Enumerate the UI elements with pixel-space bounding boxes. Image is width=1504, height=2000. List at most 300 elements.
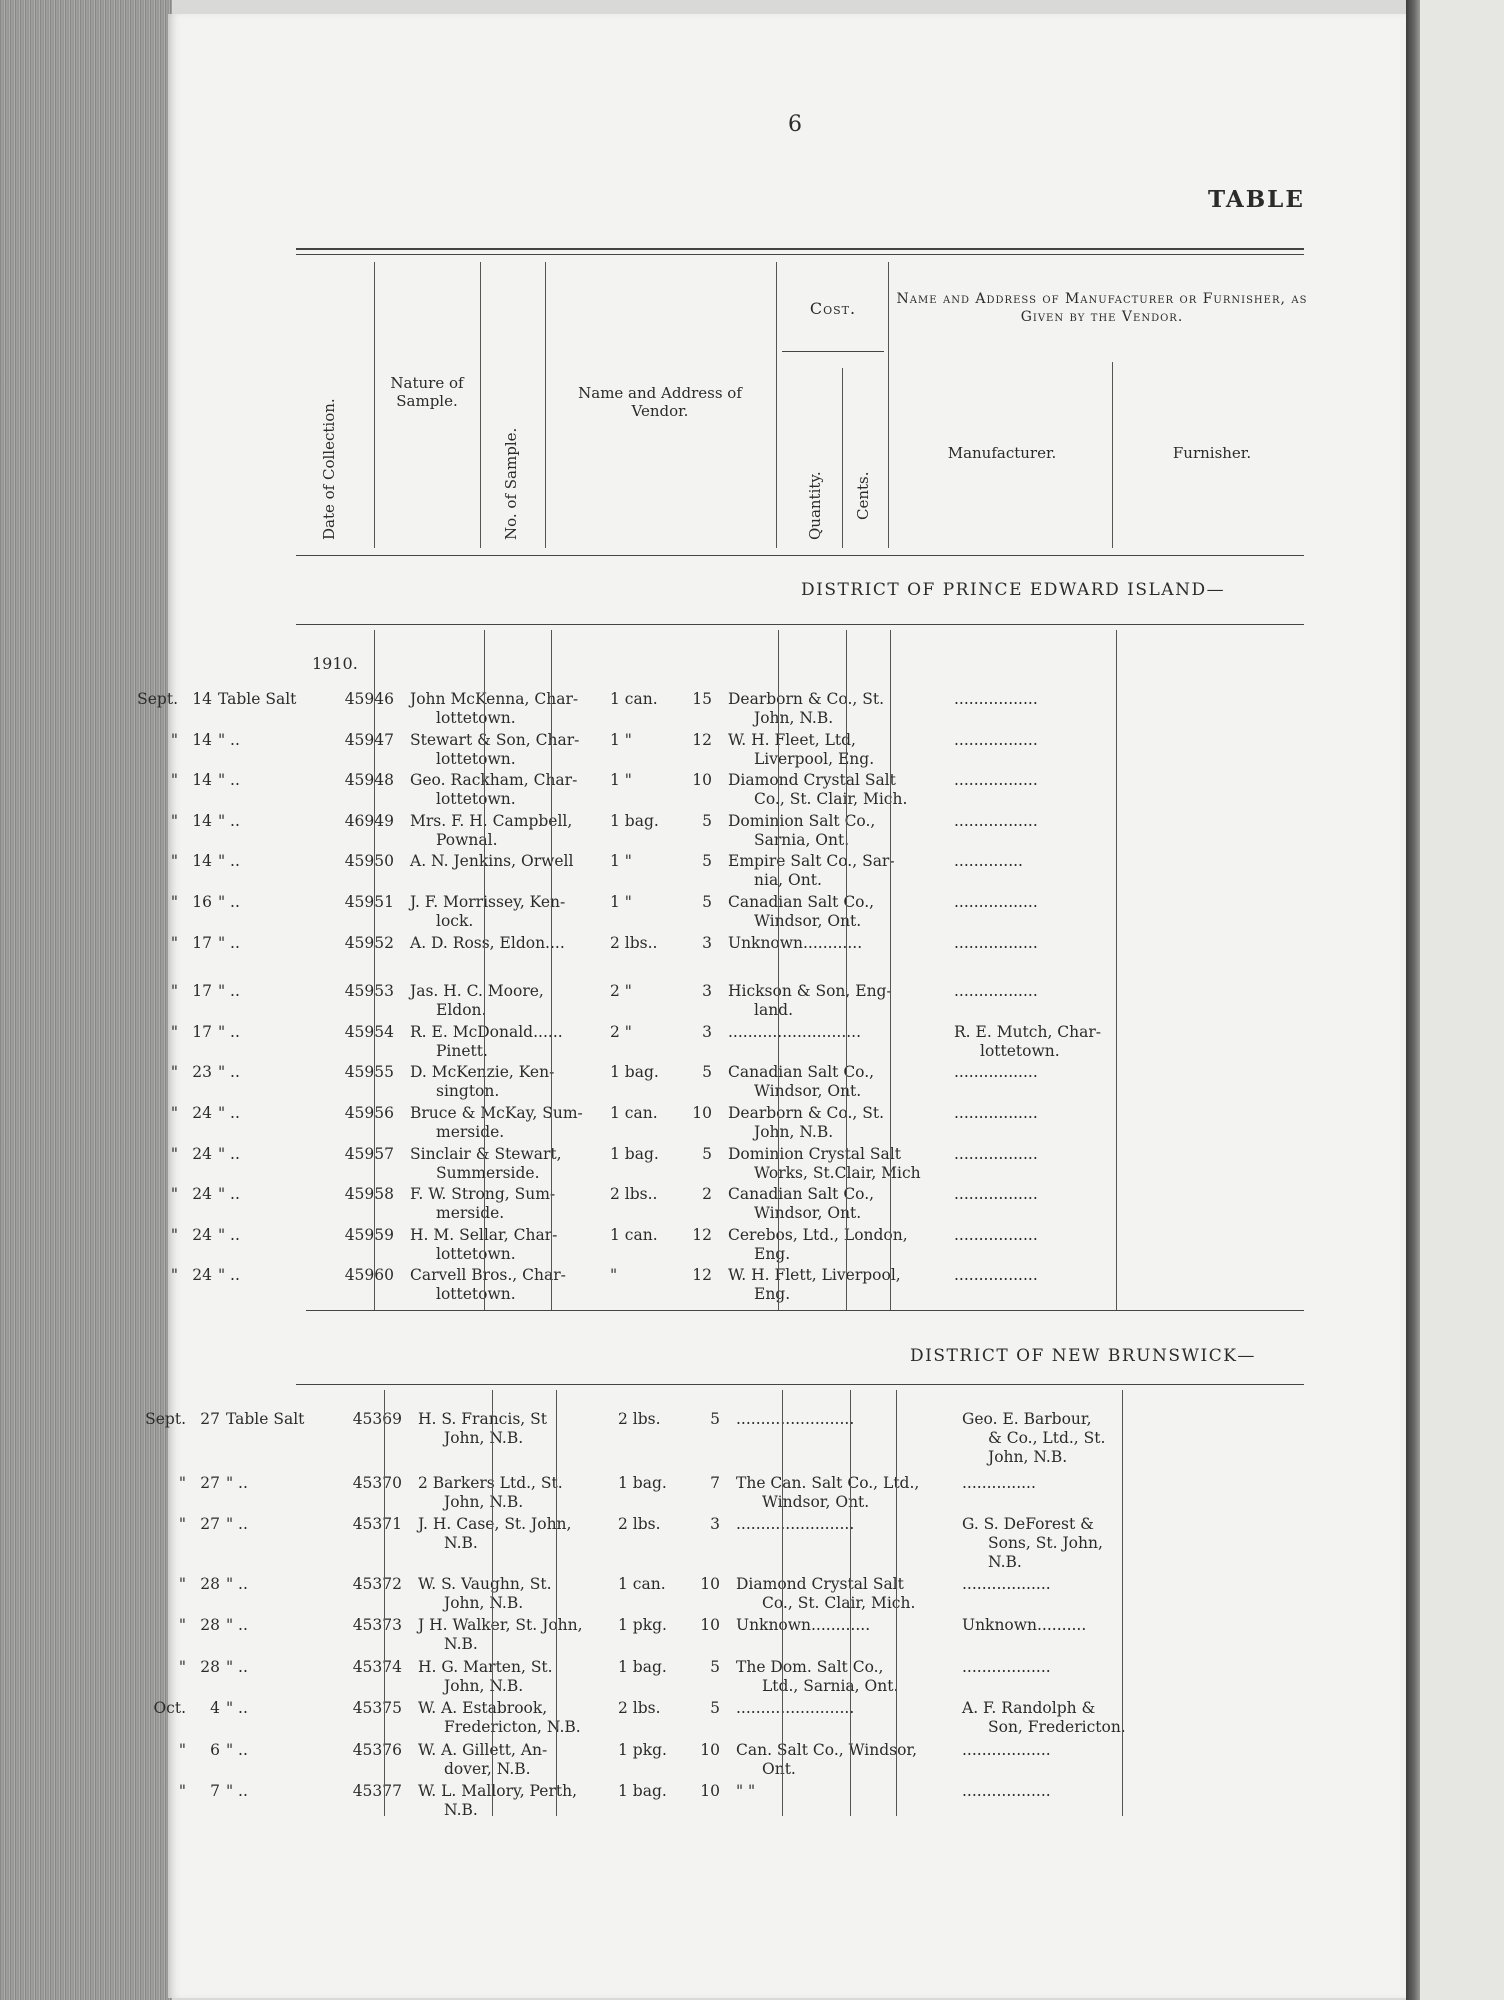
vendor-name-address [418, 1741, 782, 1779]
furnisher-name [954, 1104, 1260, 1123]
cost-quantity: 2 " [610, 1022, 632, 1041]
vendor-name-address-line1: Mrs. F. H. Campbell, [410, 811, 573, 830]
sample-number: 45950 [344, 852, 394, 871]
date-month: " [170, 1144, 178, 1163]
furnisher-name [954, 1023, 1260, 1061]
furnisher-name-line1: .................. [962, 1782, 1051, 1800]
date-month: " [170, 811, 178, 830]
cost-quantity: 1 can. [610, 690, 658, 708]
year-label: 1910. [312, 654, 358, 673]
furnisher-name [954, 731, 1260, 750]
date-month: " [178, 1515, 186, 1533]
vendor-name-address-line1: W. L. Mallory, Perth, [418, 1782, 577, 1800]
date-day: 24 [192, 1266, 212, 1285]
body-col-divider [896, 1390, 897, 1816]
furnisher-name-line1: A. F. Randolph & [962, 1699, 1096, 1717]
vendor-name-address [418, 1410, 782, 1448]
manufacturer-name-line1: Diamond Crystal Salt [728, 771, 896, 790]
sample-nature: " .. [218, 852, 240, 871]
manufacturer-name-line2: Ont. [762, 1759, 796, 1778]
vendor-name-address [418, 1699, 782, 1737]
cost-cents: 10 [692, 1104, 712, 1122]
cost-quantity: 2 lbs.. [610, 1185, 658, 1204]
sample-number: 45376 [352, 1740, 402, 1759]
vendor-name-address [410, 1023, 774, 1061]
manufacturer-name-line1: Can. Salt Co., Windsor, [736, 1740, 918, 1759]
manufacturer-name-line1: W. H. Fleet, Ltd, [728, 730, 856, 749]
date-month: " [178, 1657, 186, 1676]
vendor-name-address-line1: F. W. Strong, Sum- [410, 1185, 556, 1204]
manufacturer-name-line2: Eng. [754, 1244, 791, 1263]
sample-number: 45373 [352, 1616, 402, 1634]
furnisher-name-line1: ................. [954, 982, 1038, 1001]
furnisher-name [954, 852, 1260, 871]
furnisher-name-line2: lottetown. [980, 1041, 1060, 1060]
furnisher-name-line1: ................. [954, 771, 1038, 790]
vendor-name-address-line2: John, N.B. [444, 1429, 524, 1447]
vendor-name-address-line2: Eldon. [436, 1001, 487, 1020]
furnisher-name-line1: .................. [962, 1574, 1051, 1593]
vendor-name-address-line1: Carvell Bros., Char- [410, 1266, 566, 1285]
cost-quantity: 2 lbs. [618, 1515, 661, 1533]
vendor-name-address-line1: Geo. Rackham, Char- [410, 771, 578, 790]
vendor-name-address [410, 1266, 774, 1304]
date-day: 14 [192, 690, 212, 708]
manufacturer-name-line1: Canadian Salt Co., [728, 1063, 875, 1082]
sample-number: 45957 [344, 1144, 394, 1163]
header-top-rule [296, 248, 1304, 250]
vendor-name-address-line1: J. H. Case, St. John, [418, 1515, 572, 1533]
body-col-divider [374, 630, 375, 1310]
running-head: TABLE [1208, 186, 1305, 213]
manufacturer-name-line2: Ltd., Sarnia, Ont. [762, 1676, 899, 1695]
vendor-name-address-line2: lottetown. [436, 790, 516, 809]
manufacturer-name-line1: Hickson & Son, Eng- [728, 982, 892, 1001]
cost-quantity: 2 lbs.. [610, 933, 658, 952]
vendor-name-address [410, 934, 774, 953]
cost-cents: 5 [702, 1144, 712, 1163]
page-number: 6 [788, 112, 802, 137]
header-col-divider [888, 262, 889, 548]
vendor-name-address [410, 1145, 774, 1183]
vendor-name-address [418, 1616, 782, 1654]
manufacturer-name-line1: Dominion Salt Co., [728, 811, 876, 830]
sample-number: 45953 [344, 982, 394, 1001]
manufacturer-name-line1: Dearborn & Co., St. [728, 690, 885, 708]
cost-underline [782, 351, 884, 352]
sample-nature: " .. [218, 1063, 240, 1082]
vendor-name-address-line1: J. F. Morrissey, Ken- [410, 893, 566, 911]
cost-quantity: " [610, 1266, 618, 1285]
vendor-name-address-line2: merside. [436, 1123, 505, 1141]
cost-cents: 15 [692, 690, 712, 708]
manufacturer-name-line2: Liverpool, Eng. [754, 749, 875, 768]
date-day: 24 [192, 1185, 212, 1204]
sample-nature: " .. [226, 1515, 248, 1533]
vendor-name-address [418, 1575, 782, 1613]
vendor-name-address [410, 982, 774, 1020]
furnisher-name-line2: Son, Fredericton. [988, 1718, 1126, 1736]
furnisher-name [954, 893, 1260, 912]
manufacturer-name-line2: nia, Ont. [754, 871, 822, 890]
sample-nature: " .. [226, 1473, 248, 1492]
manufacturer-name-line1: ........................... [728, 1022, 862, 1041]
furnisher-name-line1: ................. [954, 893, 1038, 911]
vendor-name-address-line1: Sinclair & Stewart, [410, 1144, 562, 1163]
sample-number: 45374 [352, 1657, 402, 1676]
date-day: 28 [200, 1616, 220, 1634]
date-month: Oct. [153, 1699, 186, 1717]
header-quantity: Quantity. [806, 471, 824, 540]
cost-quantity: 2 " [610, 982, 632, 1001]
cost-cents: 3 [702, 933, 712, 952]
date-month: " [170, 1225, 178, 1244]
vendor-name-address [418, 1658, 782, 1696]
manufacturer-name-line2: John, N.B. [754, 709, 834, 727]
cost-cents: 10 [700, 1574, 720, 1593]
vendor-name-address-line2: dover, N.B. [444, 1759, 531, 1778]
cost-quantity: 1 pkg. [618, 1616, 667, 1634]
header-col-divider [545, 262, 546, 548]
furnisher-name [962, 1782, 1268, 1801]
sample-nature: " .. [218, 771, 240, 790]
date-day: 23 [192, 1063, 212, 1082]
manufacturer-name-line2: Windsor, Ont. [754, 1082, 862, 1101]
vendor-name-address-line2: Pownal. [436, 830, 498, 849]
date-month: " [178, 1473, 186, 1492]
furnisher-name [954, 1226, 1260, 1245]
cost-quantity: 1 bag. [610, 1063, 659, 1082]
cost-quantity: 1 " [610, 771, 632, 790]
manufacturer-name-line1: ........................ [736, 1410, 855, 1428]
furnisher-name [954, 1185, 1260, 1204]
district-heading-new-brunswick: DISTRICT OF NEW BRUNSWICK— [910, 1346, 1256, 1366]
sample-nature: " .. [226, 1782, 248, 1800]
furnisher-name [954, 934, 1260, 953]
cost-cents: 5 [710, 1699, 720, 1717]
sample-number: 45956 [344, 1104, 394, 1122]
header-col-divider [374, 262, 375, 548]
sample-nature: " .. [218, 1185, 240, 1204]
cost-cents: 5 [710, 1657, 720, 1676]
header-col-divider [480, 262, 481, 548]
date-day: 17 [192, 982, 212, 1001]
date-day: 24 [192, 1104, 212, 1122]
vendor-name-address-line2: lock. [436, 912, 474, 930]
vendor-name-address-line2: Pinett. [436, 1041, 488, 1060]
cost-quantity: 1 bag. [618, 1473, 667, 1492]
body-col-divider [782, 1390, 783, 1816]
sample-nature: " .. [218, 1104, 240, 1122]
furnisher-name [954, 982, 1260, 1001]
vendor-name-address-line2: N.B. [444, 1801, 478, 1819]
sample-nature: " .. [226, 1699, 248, 1717]
vendor-name-address [418, 1782, 782, 1820]
header-sample-number: No. of Sample. [502, 427, 520, 540]
sample-nature: " .. [226, 1574, 248, 1593]
furnisher-name-line1: ................. [954, 1063, 1038, 1082]
vendor-name-address-line2: lottetown. [436, 1285, 516, 1304]
vendor-name-address-line1: W. A. Gillett, An- [418, 1740, 548, 1759]
cost-quantity: 1 " [610, 893, 632, 911]
vendor-name-address-line1: A. D. Ross, Eldon.... [410, 933, 565, 952]
sample-number: 45951 [344, 893, 394, 911]
cost-quantity: 2 lbs. [618, 1410, 661, 1428]
cost-cents: 3 [702, 1022, 712, 1041]
date-month: " [170, 893, 178, 911]
cost-cents: 5 [702, 852, 712, 871]
furnisher-name-line1: ................. [954, 1144, 1038, 1163]
date-day: 28 [200, 1574, 220, 1593]
vendor-name-address-line1: Bruce & McKay, Sum- [410, 1104, 583, 1122]
vendor-name-address-line2: John, N.B. [444, 1492, 524, 1511]
date-month: " [170, 1185, 178, 1204]
furnisher-name [962, 1474, 1268, 1493]
vendor-name-address-line1: H. S. Francis, St [418, 1410, 547, 1428]
date-day: 14 [192, 730, 212, 749]
furnisher-name-line1: ................. [954, 730, 1038, 749]
body-col-divider [778, 630, 779, 1310]
header-col-divider [776, 262, 777, 548]
date-month: " [170, 982, 178, 1001]
header-top-rule-thin [296, 254, 1304, 255]
header-bottom-rule [296, 555, 1304, 556]
furnisher-name-line1: Unknown.......... [962, 1616, 1087, 1634]
sample-number: 45954 [344, 1022, 394, 1041]
body-col-divider [1122, 1390, 1123, 1816]
body-col-divider [484, 630, 485, 1310]
manufacturer-name-line1: ........................ [736, 1515, 855, 1533]
district-rule [296, 624, 1304, 625]
vendor-name-address [410, 771, 774, 809]
furnisher-name-line1: ................. [954, 1266, 1038, 1285]
date-month: Sept. [145, 1410, 186, 1428]
date-day: 14 [192, 852, 212, 871]
furnisher-name [962, 1515, 1268, 1572]
vendor-name-address-line2: Fredericton, N.B. [444, 1718, 581, 1736]
sample-number: 45946 [344, 690, 394, 708]
date-month: " [170, 730, 178, 749]
header-col-divider [842, 368, 843, 548]
cost-cents: 10 [700, 1616, 720, 1634]
header-manufacturer: Manufacturer. [947, 444, 1057, 462]
vendor-name-address-line1: H. G. Marten, St. [418, 1657, 553, 1676]
date-day: 24 [192, 1144, 212, 1163]
vendor-name-address-line1: Jas. H. C. Moore, [410, 982, 544, 1001]
vendor-name-address-line1: 2 Barkers Ltd., St. [418, 1473, 563, 1492]
sample-nature: Table Salt [226, 1410, 305, 1428]
manufacturer-name-line2: Eng. [754, 1285, 791, 1304]
manufacturer-name-line1: Canadian Salt Co., [728, 1185, 875, 1204]
cost-cents: 10 [700, 1782, 720, 1800]
date-month: Sept. [137, 690, 178, 708]
date-day: 24 [192, 1225, 212, 1244]
header-cost: Cost. [809, 299, 857, 318]
furnisher-name-line3: John, N.B. [988, 1448, 1068, 1466]
sample-number: 46949 [344, 811, 394, 830]
cost-cents: 12 [692, 1225, 712, 1244]
vendor-name-address [410, 1063, 774, 1101]
cost-quantity: 1 bag. [610, 811, 659, 830]
manufacturer-name-line1: Diamond Crystal Salt [736, 1574, 904, 1593]
body-col-divider [551, 630, 552, 1310]
furnisher-name-line1: ................. [954, 1225, 1038, 1244]
body-col-divider [850, 1390, 851, 1816]
sample-number: 45960 [344, 1266, 394, 1285]
date-day: 27 [200, 1515, 220, 1533]
manufacturer-name-line2: land. [754, 1001, 794, 1020]
sample-nature: " .. [218, 1225, 240, 1244]
manufacturer-name-line1: Unknown............ [736, 1616, 871, 1634]
header-vendor: Name and Address of Vendor. [578, 384, 742, 420]
header-nature: Nature of Sample. [390, 374, 464, 410]
background-margin [1420, 0, 1504, 2000]
sample-number: 45959 [344, 1225, 394, 1244]
vendor-name-address-line2: merside. [436, 1204, 505, 1223]
sample-number: 45958 [344, 1185, 394, 1204]
sample-nature: " .. [218, 730, 240, 749]
furnisher-name-line3: N.B. [988, 1553, 1022, 1571]
sample-nature: " .. [218, 1022, 240, 1041]
sample-nature: " .. [226, 1740, 248, 1759]
cost-cents: 12 [692, 730, 712, 749]
date-month: " [170, 852, 178, 871]
district-rule [296, 1384, 1304, 1385]
vendor-name-address-line1: W. A. Estabrook, [418, 1699, 548, 1717]
date-month: " [178, 1740, 186, 1759]
date-month: " [170, 1266, 178, 1285]
date-month: " [170, 771, 178, 790]
furnisher-name-line1: ................. [954, 933, 1038, 952]
manufacturer-name-line2: Sarnia, Ont. [754, 830, 850, 849]
cost-cents: 10 [700, 1740, 720, 1759]
sample-nature: " .. [218, 1266, 240, 1285]
vendor-name-address-line1: W. S. Vaughn, St. [418, 1574, 552, 1593]
district-heading-pei: DISTRICT OF PRINCE EDWARD ISLAND— [801, 580, 1226, 600]
vendor-name-address [410, 852, 774, 871]
cost-quantity: 1 " [610, 730, 632, 749]
manufacturer-name-line2: Windsor, Ont. [754, 1204, 862, 1223]
vendor-name-address-line2: lottetown. [436, 709, 516, 727]
date-day: 14 [192, 771, 212, 790]
cost-quantity: 1 can. [618, 1574, 666, 1593]
furnisher-name-line1: ................. [954, 1104, 1038, 1122]
furnisher-name-line2: Sons, St. John, [988, 1534, 1103, 1552]
vendor-name-address-line1: Stewart & Son, Char- [410, 730, 580, 749]
sample-number: 45952 [344, 933, 394, 952]
furnisher-name [954, 771, 1260, 790]
cost-quantity: 1 pkg. [618, 1740, 667, 1759]
vendor-name-address-line1: John McKenna, Char- [410, 690, 579, 708]
cost-quantity: 1 bag. [618, 1657, 667, 1676]
date-day: 14 [192, 811, 212, 830]
sample-nature: " .. [218, 933, 240, 952]
sample-nature: " .. [226, 1616, 248, 1634]
cost-quantity: 1 bag. [610, 1144, 659, 1163]
vendor-name-address-line1: R. E. McDonald...... [410, 1022, 563, 1041]
cost-cents: 5 [702, 1063, 712, 1082]
furnisher-name-line2: & Co., Ltd., St. [988, 1429, 1106, 1447]
date-day: 27 [200, 1473, 220, 1492]
manufacturer-name-line1: Unknown............ [728, 933, 863, 952]
district-end-rule [306, 1310, 1304, 1311]
sample-nature: " .. [218, 893, 240, 911]
cost-cents: 2 [702, 1185, 712, 1204]
manufacturer-name-line1: The Dom. Salt Co., [736, 1657, 884, 1676]
furnisher-name [962, 1575, 1268, 1594]
furnisher-name-line1: Geo. E. Barbour, [962, 1410, 1092, 1428]
cost-cents: 5 [710, 1410, 720, 1428]
furnisher-name-line1: .................. [962, 1740, 1051, 1759]
date-day: 6 [210, 1740, 220, 1759]
page-edge-shadow [1406, 0, 1420, 2000]
vendor-name-address [410, 1104, 774, 1142]
date-month: " [178, 1616, 186, 1634]
date-day: 16 [192, 893, 212, 911]
date-month: " [178, 1574, 186, 1593]
sample-number: 45371 [352, 1515, 402, 1533]
sample-nature: " .. [226, 1657, 248, 1676]
cost-quantity: 1 " [610, 852, 632, 871]
vendor-name-address [418, 1474, 782, 1512]
furnisher-name-line1: .................. [962, 1657, 1051, 1676]
furnisher-name [954, 690, 1260, 709]
manufacturer-name-line2: Works, St.Clair, Mich [754, 1163, 921, 1182]
manufacturer-name-line1: Cerebos, Ltd., London, [728, 1225, 908, 1244]
cost-quantity: 2 lbs. [618, 1699, 661, 1717]
body-col-divider [890, 630, 891, 1310]
manufacturer-name-line2: Windsor, Ont. [762, 1492, 870, 1511]
body-col-divider [492, 1390, 493, 1816]
manufacturer-name-line2: Windsor, Ont. [754, 912, 862, 930]
date-month: " [178, 1782, 186, 1800]
sample-nature: " .. [218, 982, 240, 1001]
furnisher-name-line1: G. S. DeForest & [962, 1515, 1094, 1533]
date-day: 7 [210, 1782, 220, 1800]
date-month: " [170, 1022, 178, 1041]
furnisher-name-line1: .............. [954, 852, 1023, 871]
vendor-name-address-line2: lottetown. [436, 749, 516, 768]
vendor-name-address [410, 812, 774, 850]
manufacturer-name-line1: " " [736, 1782, 756, 1800]
manufacturer-name-line2: Co., St. Clair, Mich. [754, 790, 908, 809]
vendor-name-address-line1: D. McKenzie, Ken- [410, 1063, 555, 1082]
furnisher-name [954, 1266, 1260, 1285]
date-day: 17 [192, 933, 212, 952]
date-day: 4 [210, 1699, 220, 1717]
furnisher-name [954, 812, 1260, 831]
cost-cents: 3 [710, 1515, 720, 1533]
cost-quantity: 1 can. [610, 1104, 658, 1122]
vendor-name-address-line2: John, N.B. [444, 1676, 524, 1695]
cost-cents: 5 [702, 811, 712, 830]
sample-nature: Table Salt [218, 690, 297, 708]
manufacturer-name-line1: Dearborn & Co., St. [728, 1104, 885, 1122]
header-date: Date of Collection. [320, 398, 338, 540]
manufacturer-name-line1: ........................ [736, 1699, 855, 1717]
body-col-divider [846, 630, 847, 1310]
vendor-name-address [418, 1515, 782, 1553]
header-manufacturer-furnisher: Name and Address of Manufacturer or Furnisher, as Given by the Vendor. [896, 291, 1308, 325]
furnisher-name-line1: ................. [954, 811, 1038, 830]
vendor-name-address [410, 731, 774, 769]
furnisher-name [962, 1699, 1268, 1737]
body-col-divider [1116, 630, 1117, 1310]
vendor-name-address-line2: Summerside. [436, 1163, 540, 1182]
vendor-name-address-line2: N.B. [444, 1534, 478, 1552]
vendor-name-address [410, 893, 774, 931]
furnisher-name [962, 1616, 1268, 1635]
